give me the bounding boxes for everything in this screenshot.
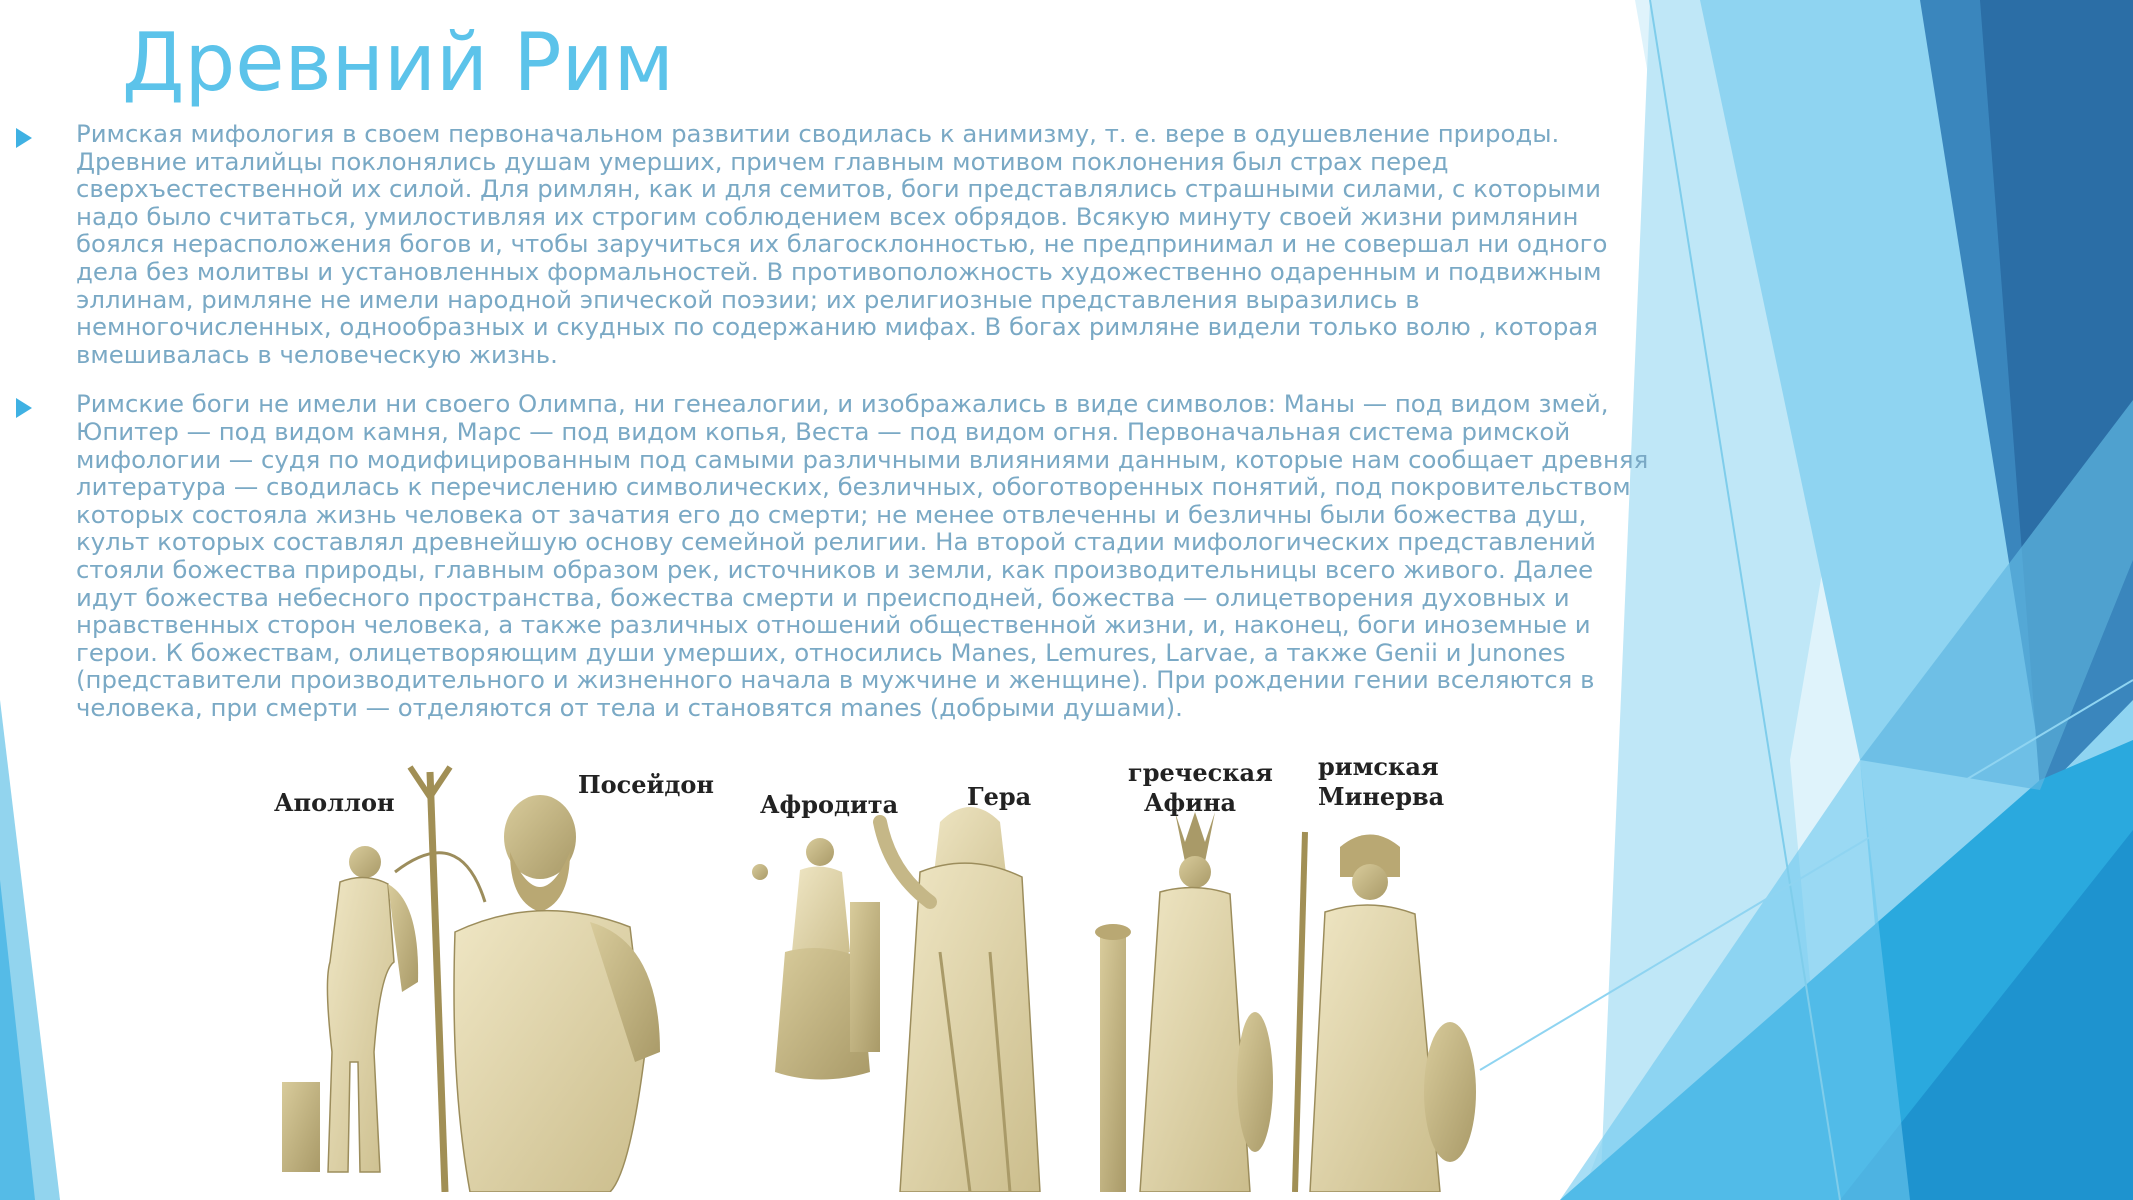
triangle-bullet-icon	[16, 398, 32, 418]
label-hera: Гера	[967, 782, 1032, 811]
poseidon-statue	[410, 767, 660, 1192]
label-apollo: Аполлон	[274, 788, 395, 817]
label-minerva-line2: Минерва	[1318, 782, 1445, 811]
label-aphrodite: Афродита	[760, 790, 899, 819]
triangle-bullet-icon	[16, 128, 32, 148]
aphrodite-statue	[752, 838, 880, 1080]
athena-statue	[1095, 812, 1273, 1192]
bullet-item	[0, 120, 1660, 368]
bullet-item	[0, 390, 1660, 721]
bullet-text: Римская мифология в своем первоначальном развитии сводилась к анимизму, т. е. вере в одушевление природы. Древние италийцы поклонялись душам умерших, причем главным мотивом поклонения был страх перед сверхъестественной их силой. Для римлян, как и для семитов, боги представлялись страшными силами, с которыми надо было считаться, умилостивляя их строгим соблюдением всех обрядов. Всякую минуту своей жизни римлянин боялся нерасположения богов и, чтобы заручиться их благосклонностью, не предпринимал и не совершал ни одного дела без молитвы и установленных формальностей. В противоположность художественно одаренным и подвижным эллинам, римляне не имели народной эпической поэзии; их религиозные представления выразились в немногочисленных, однообразных и скудных по содержанию мифах. В богах римляне видели только волю , которая вмешивалась в человеческую жизнь.	[76, 119, 1608, 369]
label-athena-line2: Афина	[1144, 788, 1237, 817]
bullet-text: Римские боги не имели ни своего Олимпа, ни генеалогии, и изображались в виде символов: Маны — под видом змей, Юпитер — под видом камня, Марс — под видом копья, Веста — под видом огня. Первоначальная система римской мифологии — судя по модифицированным под самыми различными влияниями данным, которые нам сообщает древняя литература — сводилась к перечислению символических, безличных, обоготворенных понятий, под покровительством которых состояла жизнь человека от зачатия его до смерти; не менее отвлеченны и безличны были божества душ, культ которых составлял древнейшую основу семейной религии. На второй стадии мифологических представлений стояли божества природы, главным образом рек, источников и земли, как производительницы всего живого. Далее идут божества небесного пространства, божества смерти и преисподней, божества — олицетворения духовных и нравственных сторон человека, а также различных отношений общественной жизни, и, наконец, боги иноземные и герои. К божествам, олицетворяющим души умерших, относились Manes, Lemures, Larvae, а также Genii и Junones (представители производительного и жизненного начала в мужчине и женщине). При рождении гении вселяются в человека, при смерти — отделяются от тела и становятся manes (добрыми душами).	[76, 389, 1649, 722]
bullet-list	[0, 120, 1660, 743]
label-poseidon: Посейдон	[578, 770, 714, 799]
label-athena-line1: греческая	[1128, 758, 1273, 787]
hera-statue	[880, 807, 1040, 1192]
gods-statues-illustration	[270, 752, 1510, 1192]
label-minerva-line1: римская	[1318, 752, 1439, 781]
slide-title: Древний Рим	[122, 16, 674, 109]
minerva-statue	[1295, 832, 1476, 1192]
